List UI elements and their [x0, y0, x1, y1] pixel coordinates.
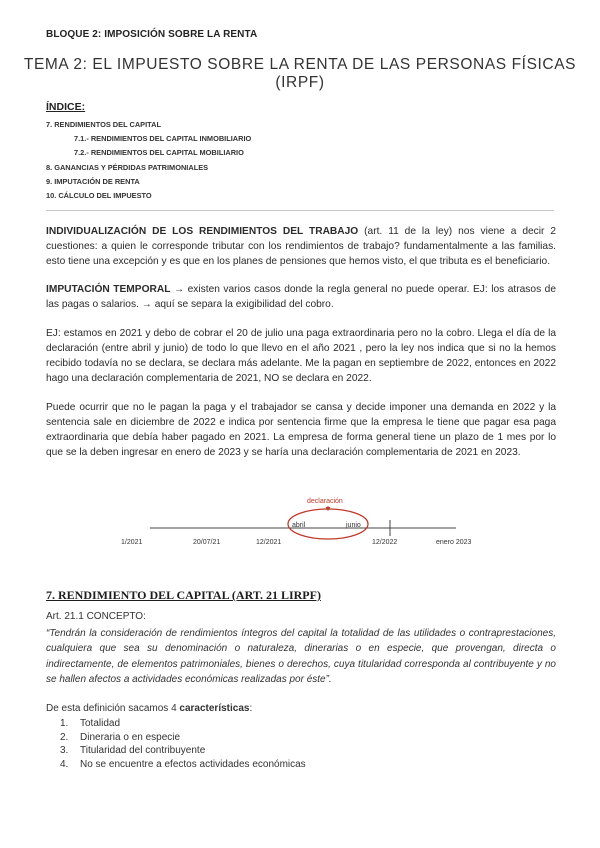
timeline-label-junio: junio	[346, 522, 361, 529]
divider	[46, 210, 554, 211]
list-text: No se encuentre a efectos actividades económicas	[80, 759, 306, 771]
timeline-tick: 12/2022	[372, 539, 398, 546]
timeline-tick: 12/2021	[256, 539, 282, 546]
list-number: 2.	[60, 731, 69, 743]
paragraph-imputacion	[46, 282, 556, 312]
paragraph-lawsuit: Puede ocurrir que no le pagan la paga y el trabajador se cansa y decide imponer una demanda en 2022 y la sentencia sale en diciembre de 2022 e indica por sentencia firme que la empresa le tiene que pagar esa paga extraordinaria que debía haber pagado en 2021. La empresa de forma general tiene un plazo de 1 mes por lo que se la deben ingresar en enero de 2023 y se haría una declaración complementaria de 2021 en 2023.	[46, 402, 556, 458]
characteristics-keyword: características	[179, 703, 250, 714]
list-item	[60, 744, 306, 758]
timeline-diagram	[0, 488, 600, 552]
timeline-tick: 20/07/21	[193, 539, 221, 546]
timeline-tick: enero 2023	[436, 539, 472, 546]
paragraph-bold-lead: IMPUTACIÓN TEMPORAL	[46, 284, 171, 295]
index-item: 7. RENDIMIENTOS DEL CAPITAL	[46, 120, 161, 129]
index-item: 7.2.- RENDIMIENTOS DEL CAPITAL MOBILIARIO	[74, 148, 244, 157]
index-item: 9. IMPUTACIÓN DE RENTA	[46, 177, 140, 186]
timeline-annotation: declaración	[307, 498, 343, 505]
topic-title: TEMA 2: EL IMPUESTO SOBRE LA RENTA DE LAS PERSONAS FÍSICAS (IRPF)	[23, 56, 577, 91]
list-text: Titularidad del contribuyente	[80, 745, 206, 757]
article-label: Art. 21.1 CONCEPTO:	[46, 611, 146, 622]
section-title: 7. RENDIMIENTO DEL CAPITAL (ART. 21 LIRPF)	[46, 588, 321, 602]
paragraph-bold-lead: INDIVIDUALIZACIÓN DE LOS RENDIMIENTOS DEL TRABAJO	[46, 226, 359, 237]
list-item	[60, 731, 306, 745]
timeline-label-abril: abril	[292, 522, 306, 529]
list-number: 3.	[60, 745, 69, 757]
list-number: 1.	[60, 718, 69, 729]
characteristics-intro-text: De esta definición sacamos 4	[46, 703, 180, 714]
list-text: Dineraria o en especie	[80, 731, 181, 743]
list-item	[60, 758, 306, 772]
characteristics-intro	[46, 703, 252, 714]
list-number: 4.	[60, 759, 69, 771]
paragraph-text: → existen varios casos donde la regla general no puede operar. EJ: los atrasos de las pagas o salarios. → aquí se separa la exigibilidad del cobro.	[46, 284, 556, 310]
legal-quote-text: “Tendrán la consideración de rendimientos íntegros del capital la totalidad de las utilidades o contraprestaciones, cualquiera que sea su denominación o naturaleza, dinerarias o en especie, que provengan, directa o indirectamente, de elementos patrimoniales, bienes o derechos, cuya titularidad corresponda al contribuyente y no se hallen afectos a actividades económicas realizadas por éste”.	[46, 628, 556, 686]
legal-quote	[46, 626, 556, 688]
characteristics-colon: :	[249, 703, 253, 714]
timeline-tick: 1/2021	[121, 539, 143, 546]
paragraph-individualizacion	[46, 224, 556, 269]
index-heading: ÍNDICE:	[46, 101, 86, 113]
index-item: 8. GANANCIAS Y PÉRDIDAS PATRIMONIALES	[46, 163, 209, 172]
list-item	[60, 717, 306, 731]
index-item: 10. CÁLCULO DEL IMPUESTO	[46, 191, 152, 200]
block-title: BLOQUE 2: IMPOSICIÓN SOBRE LA RENTA	[46, 29, 258, 40]
characteristics-list	[60, 717, 306, 772]
paragraph-example: EJ: estamos en 2021 y debo de cobrar el 20 de julio una paga extraordinaria pero no la cobro. Llega el día de la declaración (entre abril y junio) de todo lo que llevo en el año 2021 , pero la ley nos indica que si no la hemos recibido todavía no se declara, se declara más adelante. Me la pagan en septiembre de 2022, entonces en 2022 hago una declaración complementaria de 2021, NO se declara en 2022.	[46, 328, 556, 384]
index-item: 7.1.- RENDIMIENTOS DEL CAPITAL INMOBILIARIO	[74, 134, 252, 143]
paragraph-text: (art. 11 de la ley) nos viene a decir 2 cuestiones: a quien le corresponde tributar con los rendimientos de trabajo? fundamentalmente a las familias. esto tiene una excepción y es que en los planes de pensiones que hemos visto, el que tributa es el beneficiario.	[46, 226, 556, 267]
list-text: Totalidad	[80, 718, 121, 729]
